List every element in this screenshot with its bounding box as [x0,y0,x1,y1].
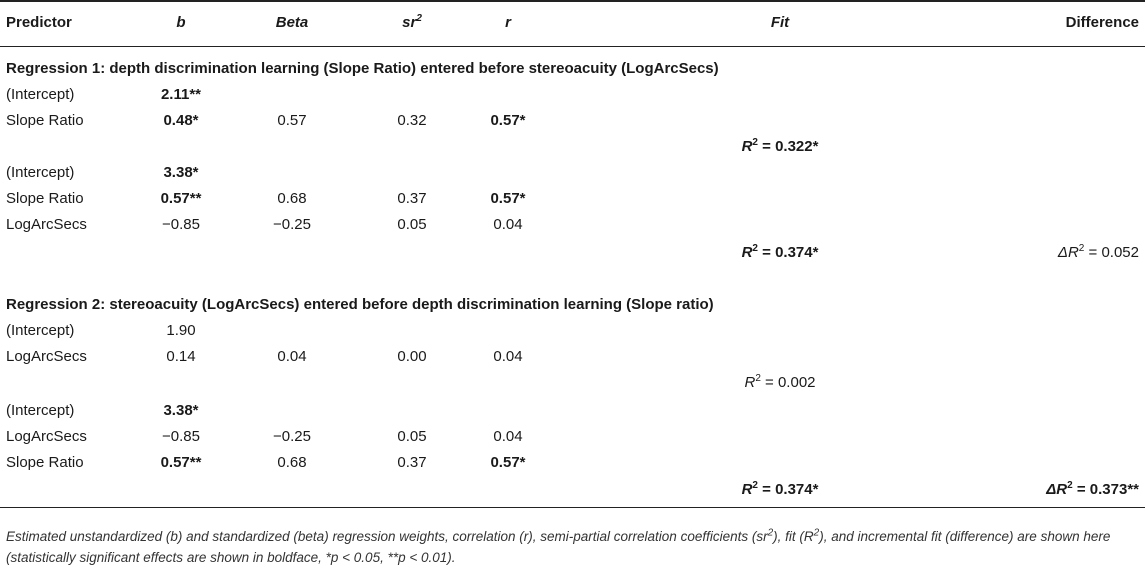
predictor-cell: (Intercept) [6,402,75,419]
beta-cell: −0.25 [273,216,311,233]
r-cell: 0.04 [493,216,523,233]
b-cell: 0.57** [160,190,202,207]
fit-cell: $R^2 = 0.374*$ [741,480,819,498]
fit-row [0,477,1145,503]
table-row [0,318,1145,344]
b-cell: 0.48* [163,112,199,129]
section-title-regression-2 [0,292,1145,318]
b-cell: −0.85 [162,428,200,445]
sr2-cell: 0.37 [397,190,427,207]
sr2-cell: 0.05 [397,216,427,233]
difference-cell: $\Delta R^2 = 0.052$ [1057,243,1139,261]
b-cell: 2.11** [160,86,202,103]
b-cell: 3.38* [163,164,199,181]
header-predictor: Predictor [6,14,72,31]
sr2-cell: 0.37 [397,454,427,471]
predictor-cell: Slope Ratio [6,190,84,207]
header-beta: Beta [275,14,309,31]
r-cell: 0.57* [490,190,526,207]
table-row [0,398,1145,424]
fit-row [0,134,1145,160]
predictor-cell: LogArcSecs [6,348,87,365]
header-fit: Fit [770,14,790,31]
predictor-cell: Slope Ratio [6,454,84,471]
table-row [0,186,1145,212]
header-r: r [505,14,511,31]
header-row [0,10,1145,36]
fit-cell: $R^2 = 0.374*$ [741,243,819,261]
r-cell: 0.57* [490,112,526,129]
fit-cell: $R^2 = 0.002$ [744,373,816,391]
beta-cell: −0.25 [273,428,311,445]
table-footnote [6,526,1141,568]
b-cell: −0.85 [162,216,200,233]
b-cell: 0.57** [160,454,202,471]
beta-cell: 0.57 [277,112,307,129]
r-cell: 0.57* [490,454,526,471]
predictor-cell: LogArcSecs [6,428,87,445]
fit-cell: $R^2 = 0.322*$ [741,137,819,155]
header-b: b [176,14,186,31]
table-row [0,160,1145,186]
header-sr2: $sr^2$ [402,13,422,31]
b-cell: 1.90 [166,322,196,339]
sr2-cell: 0.32 [397,112,427,129]
r-cell: 0.04 [493,348,523,365]
sr2-cell: 0.00 [397,348,427,365]
table-bottom-rule [0,507,1145,508]
beta-cell: 0.04 [277,348,307,365]
predictor-cell: Slope Ratio [6,112,84,129]
beta-cell: 0.68 [277,454,307,471]
table-row [0,424,1145,450]
table-row [0,82,1145,108]
r-cell: 0.04 [493,428,523,445]
sr2-cell: 0.05 [397,428,427,445]
b-cell: 3.38* [163,402,199,419]
difference-cell: $\Delta R^2 = 0.373**$ [1046,480,1139,498]
beta-cell: 0.68 [277,190,307,207]
section-title-regression-1 [0,56,1145,82]
header-rule [0,46,1145,47]
table-row [0,450,1145,476]
section-title-text: Regression 2: stereoacuity (LogArcSecs) entered before depth discrimination learning (Slope ratio) [6,296,714,313]
predictor-cell: (Intercept) [6,86,75,103]
table-row [0,212,1145,238]
table-row [0,108,1145,134]
section-title-text: Regression 1: depth discrimination learning (Slope Ratio) entered before stereoacuity (LogArcSecs) [6,60,719,77]
predictor-cell: (Intercept) [6,322,75,339]
header-difference: Difference [1065,14,1139,31]
fit-row [0,240,1145,266]
fit-row [0,370,1145,396]
b-cell: 0.14 [166,348,196,365]
predictor-cell: LogArcSecs [6,216,87,233]
footnote-line-2: (statistically significant effects are shown in boldface, *p < 0.05, **p < 0.01). [6,550,456,565]
footnote-line-1: Estimated unstandardized (b) and standardized (beta) regression weights, correlation (r), semi-partial correlation coefficients $(sr^2)$, fit $(R^2)$, and incremental fit (difference) are shown here [6,527,1111,544]
table-top-rule [0,0,1145,2]
table-row [0,344,1145,370]
predictor-cell: (Intercept) [6,164,75,181]
